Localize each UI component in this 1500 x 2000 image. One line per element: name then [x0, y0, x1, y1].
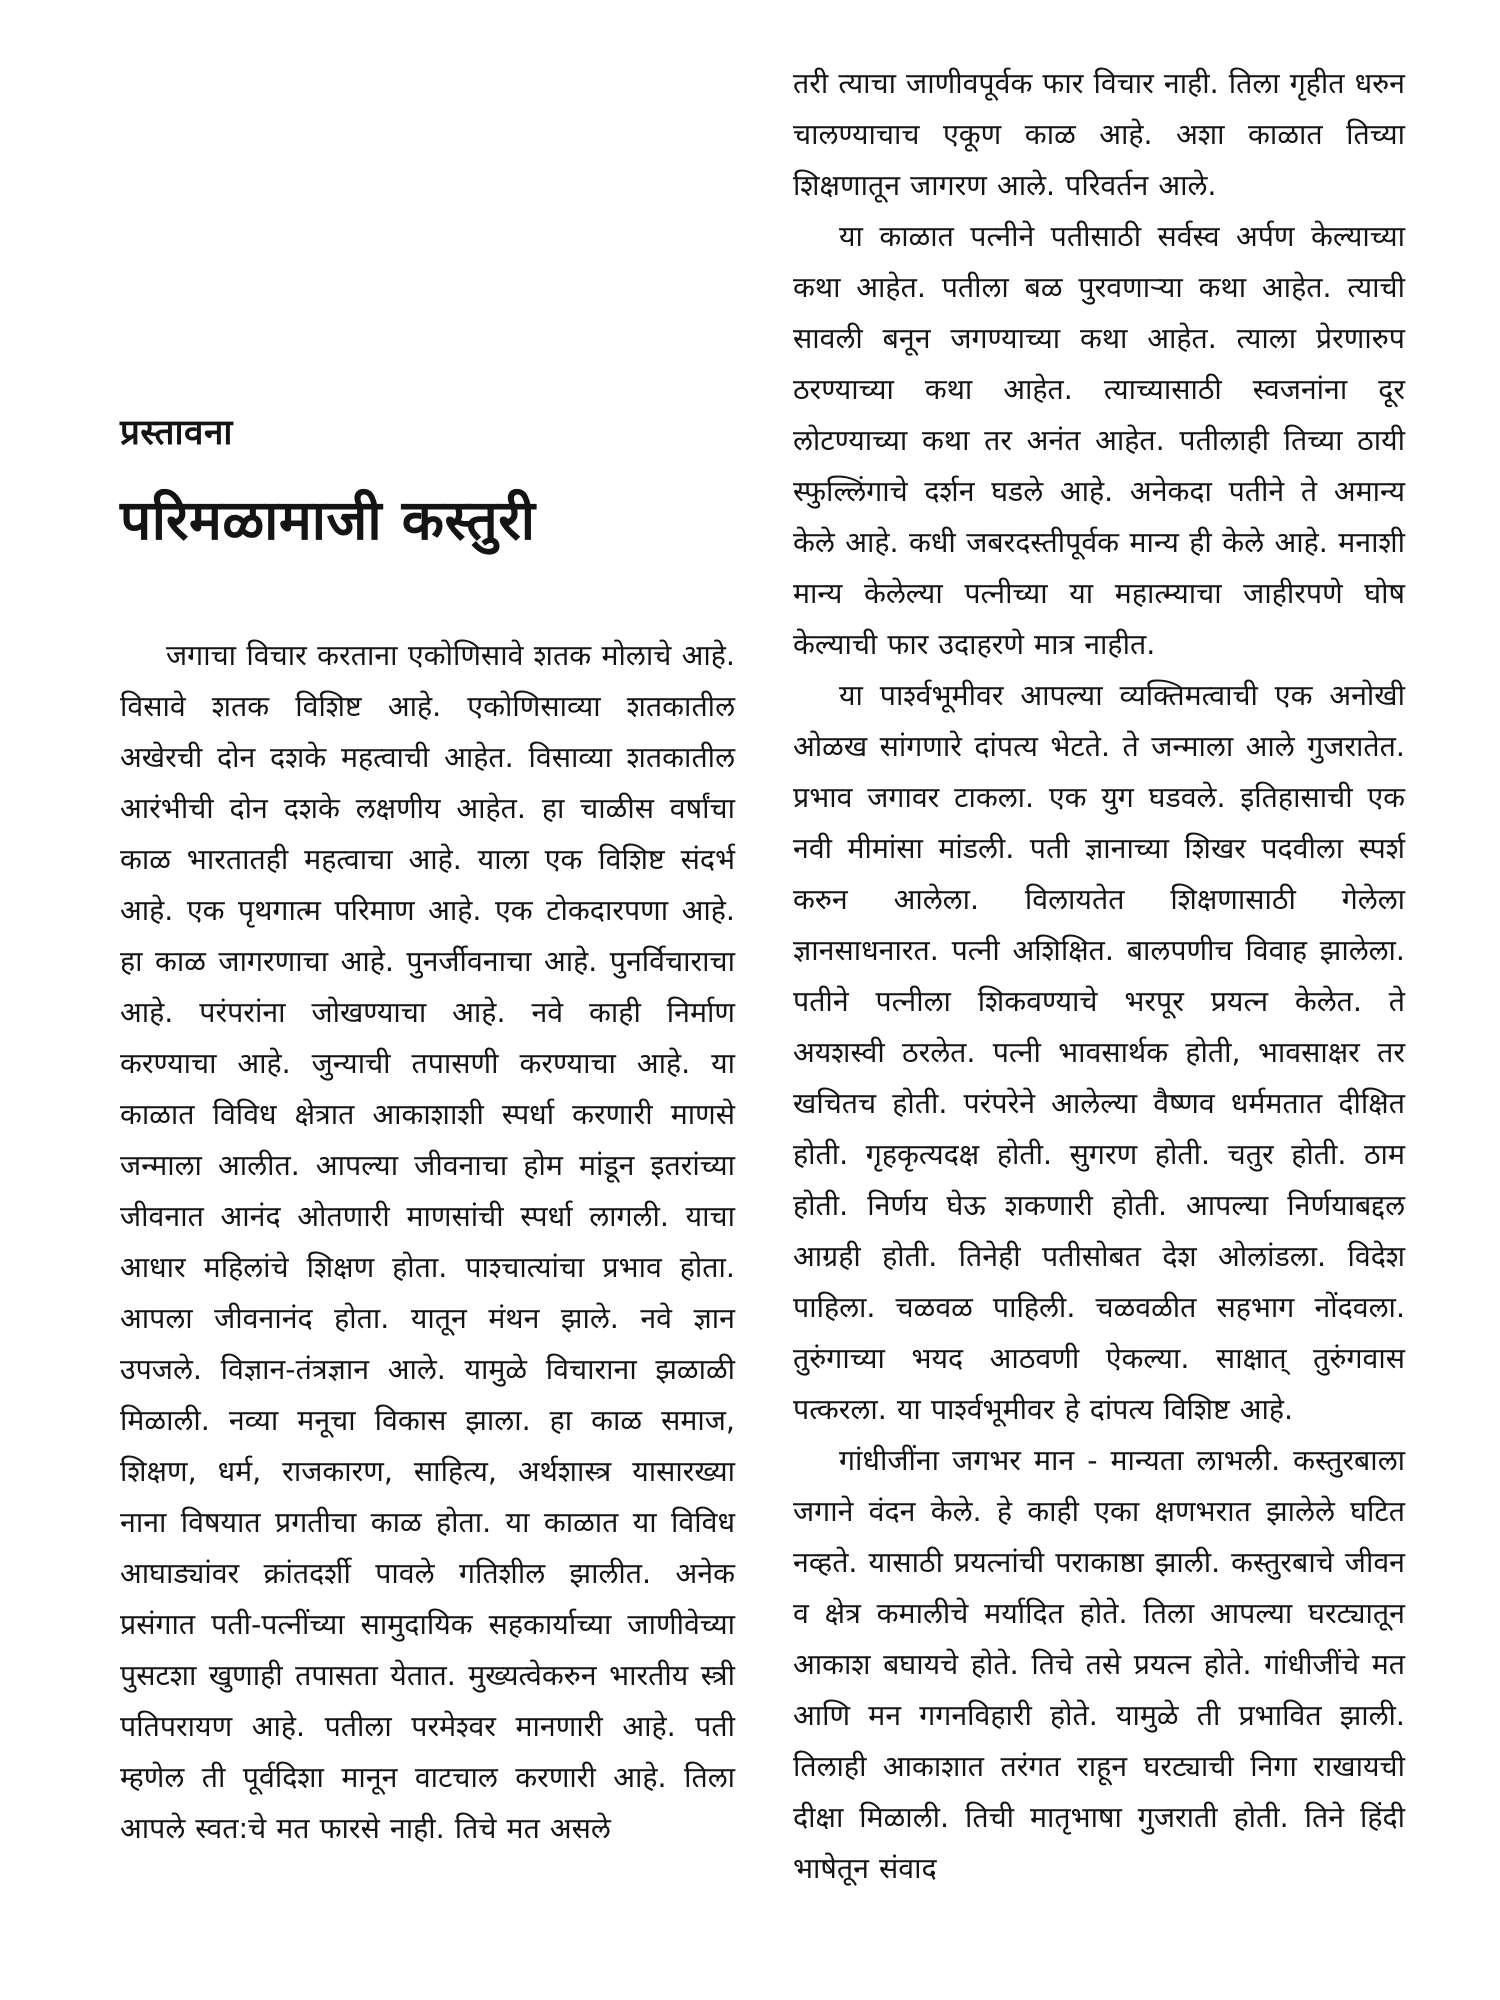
section-kicker: प्रस्तावना [120, 413, 233, 453]
page-title: परिमळामाजी कस्तुरी [120, 488, 536, 552]
body-paragraph: जगाचा विचार करताना एकोणिसावे शतक मोलाचे आहे. विसावे शतक विशिष्ट आहे. एकोणिसाव्या शतकातील अखेरची दोन दशके महत्वाची आहेत. विसाव्या शतकातील आरंभीची दोन दशके लक्षणीय आहेत. हा चाळीस वर्षांचा काळ भारतातही महत्वाचा आहे. याला एक विशिष्ट संदर्भ आहे. एक पृथगात्म परिमाण आहे. एक टोकदारपणा आहे. हा काळ जागरणाचा आहे. पुनर्जीवनाचा आहे. पुनर्विचाराचा आहे. परंपरांना जोखण्याचा आहे. नवे काही निर्माण करण्याचा आहे. जुन्याची तपासणी करण्याचा आहे. या काळात विविध क्षेत्रात आकाशाशी स्पर्धा करणारी माणसे जन्माला आलीत. आपल्या जीवनाचा होम मांडून इतरांच्या जीवनात आनंद ओतणारी माणसांची स्पर्धा लागली. याचा आधार महिलांचे शिक्षण होता. पाश्चात्यांचा प्रभाव होता. आपला जीवनानंद होता. यातून मंथन झाले. नवे ज्ञान उपजले. विज्ञान-तंत्रज्ञान आले. यामुळे विचाराना झळाळी मिळाली. नव्या मनूचा विकास झाला. हा काळ समाज, शिक्षण, धर्म, राजकारण, साहित्य, अर्थशास्त्र यासारख्या नाना विषयात प्रगतीचा काळ होता. या काळात या विविध आघाड्यांवर क्रांतदर्शी पावले गतिशील झालीत. अनेक प्रसंगात पती-पत्नींच्या सामुदायिक सहकार्याच्या जाणीवेच्या पुसटशा खुणाही तपासता येतात. मुख्यत्वेकरुन भारतीय स्त्री पतिपरायण आहे. पतीला परमेश्वर मानणारी आहे. पती म्हणेल ती पूर्वदिशा मानून वाटचाल करणारी आहे. तिला आपले स्वत:चे मत फारसे नाही. तिचे मत असले [120, 639, 735, 1845]
right-column [793, 58, 1405, 1960]
body-paragraph: या पार्श्वभूमीवर आपल्या व्यक्तिमत्वाची एक अनोखी ओळख सांगणारे दांपत्य भेटते. ते जन्माला आले गुजरातेत. प्रभाव जगावर टाकला. एक युग घडवले. इतिहासाची एक नवी मीमांसा मांडली. पती ज्ञानाच्या शिखर पदवीला स्पर्श करुन आलेला. विलायतेत शिक्षणासाठी गेलेला ज्ञानसाधनारत. पत्नी अशिक्षित. बालपणीच विवाह झालेला. पतीने पत्नीला शिकवण्याचे भरपूर प्रयत्न केलेत. ते अयशस्वी ठरलेत. पत्नी भावसार्थक होती, भावसाक्षर तर खचितच होती. परंपरेने आलेल्या वैष्णव धर्ममतात दीक्षित होती. गृहकृत्यदक्ष होती. सुगरण होती. चतुर होती. ठाम होती. निर्णय घेऊ शकणारी होती. आपल्या निर्णयाबद्दल आग्रही होती. तिनेही पतीसोबत देश ओलांडला. विदेश पाहिला. चळवळ पाहिली. चळवळीत सहभाग नोंदवला. तुरुंगाच्या भयद आठवणी ऐकल्या. साक्षात् तुरुंगवास पत्करला. या पार्श्वभूमीवर हे दांपत्य विशिष्ट आहे. [793, 679, 1405, 1426]
left-body-text [120, 630, 735, 1854]
body-paragraph: या काळात पत्नीने पतीसाठी सर्वस्व अर्पण केल्याच्या कथा आहेत. पतीला बळ पुरवणाऱ्या कथा आहेत. त्याची सावली बनून जगण्याच्या कथा आहेत. त्याला प्रेरणारुप ठरण्याच्या कथा आहेत. त्याच्यासाठी स्वजनांना दूर लोटण्याच्या कथा तर अनंत आहेत. पतीलाही तिच्या ठायी स्फुल्लिंगाचे दर्शन घडले आहे. अनेकदा पतीने ते अमान्य केले आहे. कधी जबरदस्तीपूर्वक मान्य ही केले आहे. मनाशी मान्य केलेल्या पत्नीच्या या महात्म्याचा जाहीरपणे घोष केल्याची फार उदाहरणे मात्र नाहीत. [793, 220, 1405, 661]
right-body-text [793, 58, 1405, 1894]
body-paragraph: तरी त्याचा जाणीवपूर्वक फार विचार नाही. तिला गृहीत धरुन चालण्याचाच एकूण काळ आहे. अशा काळात तिच्या शिक्षणातून जागरण आले. परिवर्तन आले. [793, 67, 1405, 202]
body-paragraph: गांधीजींना जगभर मान - मान्यता लाभली. कस्तुरबाला जगाने वंदन केले. हे काही एका क्षणभरात झालेले घटित नव्हते. यासाठी प्रयत्नांची पराकाष्ठा झाली. कस्तुरबाचे जीवन व क्षेत्र कमालीचे मर्यादित होते. तिला आपल्या घरट्यातून आकाश बघायचे होते. तिचे तसे प्रयत्न होते. गांधीजींचे मत आणि मन गगनविहारी होते. यामुळे ती प्रभावित झाली. तिलाही आकाशात तरंगत राहून घरट्याची निगा राखायची दीक्षा मिळाली. तिची मातृभाषा गुजराती होती. तिने हिंदी भाषेतून संवाद [793, 1444, 1405, 1885]
left-column [120, 58, 735, 1960]
